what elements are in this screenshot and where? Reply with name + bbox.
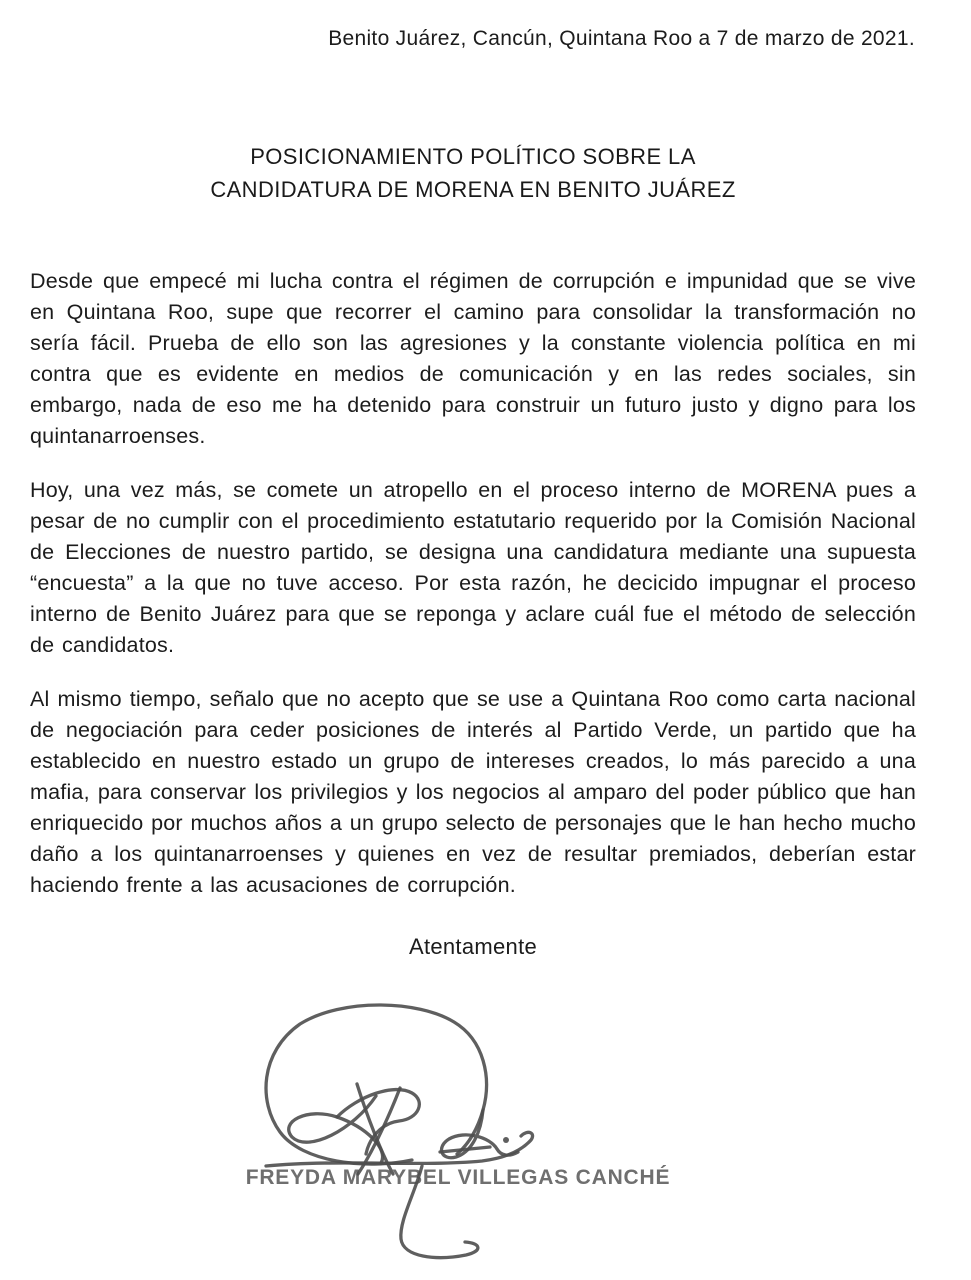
- paragraph-3: Al mismo tiempo, señalo que no acepto que se use a Quintana Roo como carta nacional de negociación para ceder posiciones de interés al Partido Verde, un partido que ha establecido en nuestro estado un grupo de intereses creados, lo más parecido a una mafia, para conservar los privilegios y los negocios al amparo del poder público que han enriquecido por muchos años a un grupo selecto de personajes que le han hecho mucho daño a los quintanarroenses y quienes en vez de resultar premiados, deberían estar haciendo frente a las acusaciones de corrupción.: [30, 687, 916, 897]
- paragraph-1: Desde que empecé mi lucha contra el régimen de corrupción e impunidad que se vive en Quintana Roo, supe que recorrer el camino para consolidar la transformación no sería fácil. Prueba de ello son las agresiones y la constante violencia política en mi contra que es evidente en medios de comunicación y en las redes sociales, sin embargo, nada de eso me ha detenido para construir un futuro justo y digno para los quintanarroenses.: [30, 269, 916, 448]
- handwritten-signature-icon: [250, 1000, 580, 1270]
- dateline: Benito Juárez, Cancún, Quintana Roo a 7 de marzo de 2021.: [328, 27, 915, 50]
- title-line-2: CANDIDATURA DE MORENA EN BENITO JUÁREZ: [210, 177, 736, 202]
- paragraph-2: Hoy, una vez más, se comete un atropello en el proceso interno de MORENA pues a pesar de no cumplir con el procedimiento estatutario requerido por la Comisión Nacional de Elecciones de nuestro partido, se designa una candidatura mediante una supuesta “encuesta” a la que no tuve acceso. Por esta razón, he decicido impugnar el proceso interno de Benito Juárez para que se reponga y aclare cuál fue el método de selección de candidatos.: [30, 478, 916, 657]
- signature-block: [0, 1000, 971, 1280]
- letter-body: [30, 266, 916, 924]
- closing-atentamente: Atentamente: [408, 934, 538, 959]
- document-title: [30, 140, 916, 206]
- title-line-1: POSICIONAMIENTO POLÍTICO SOBRE LA: [250, 144, 696, 169]
- signatory-name: FREYDA MARYBEL VILLEGAS CANCHÉ: [245, 1166, 671, 1189]
